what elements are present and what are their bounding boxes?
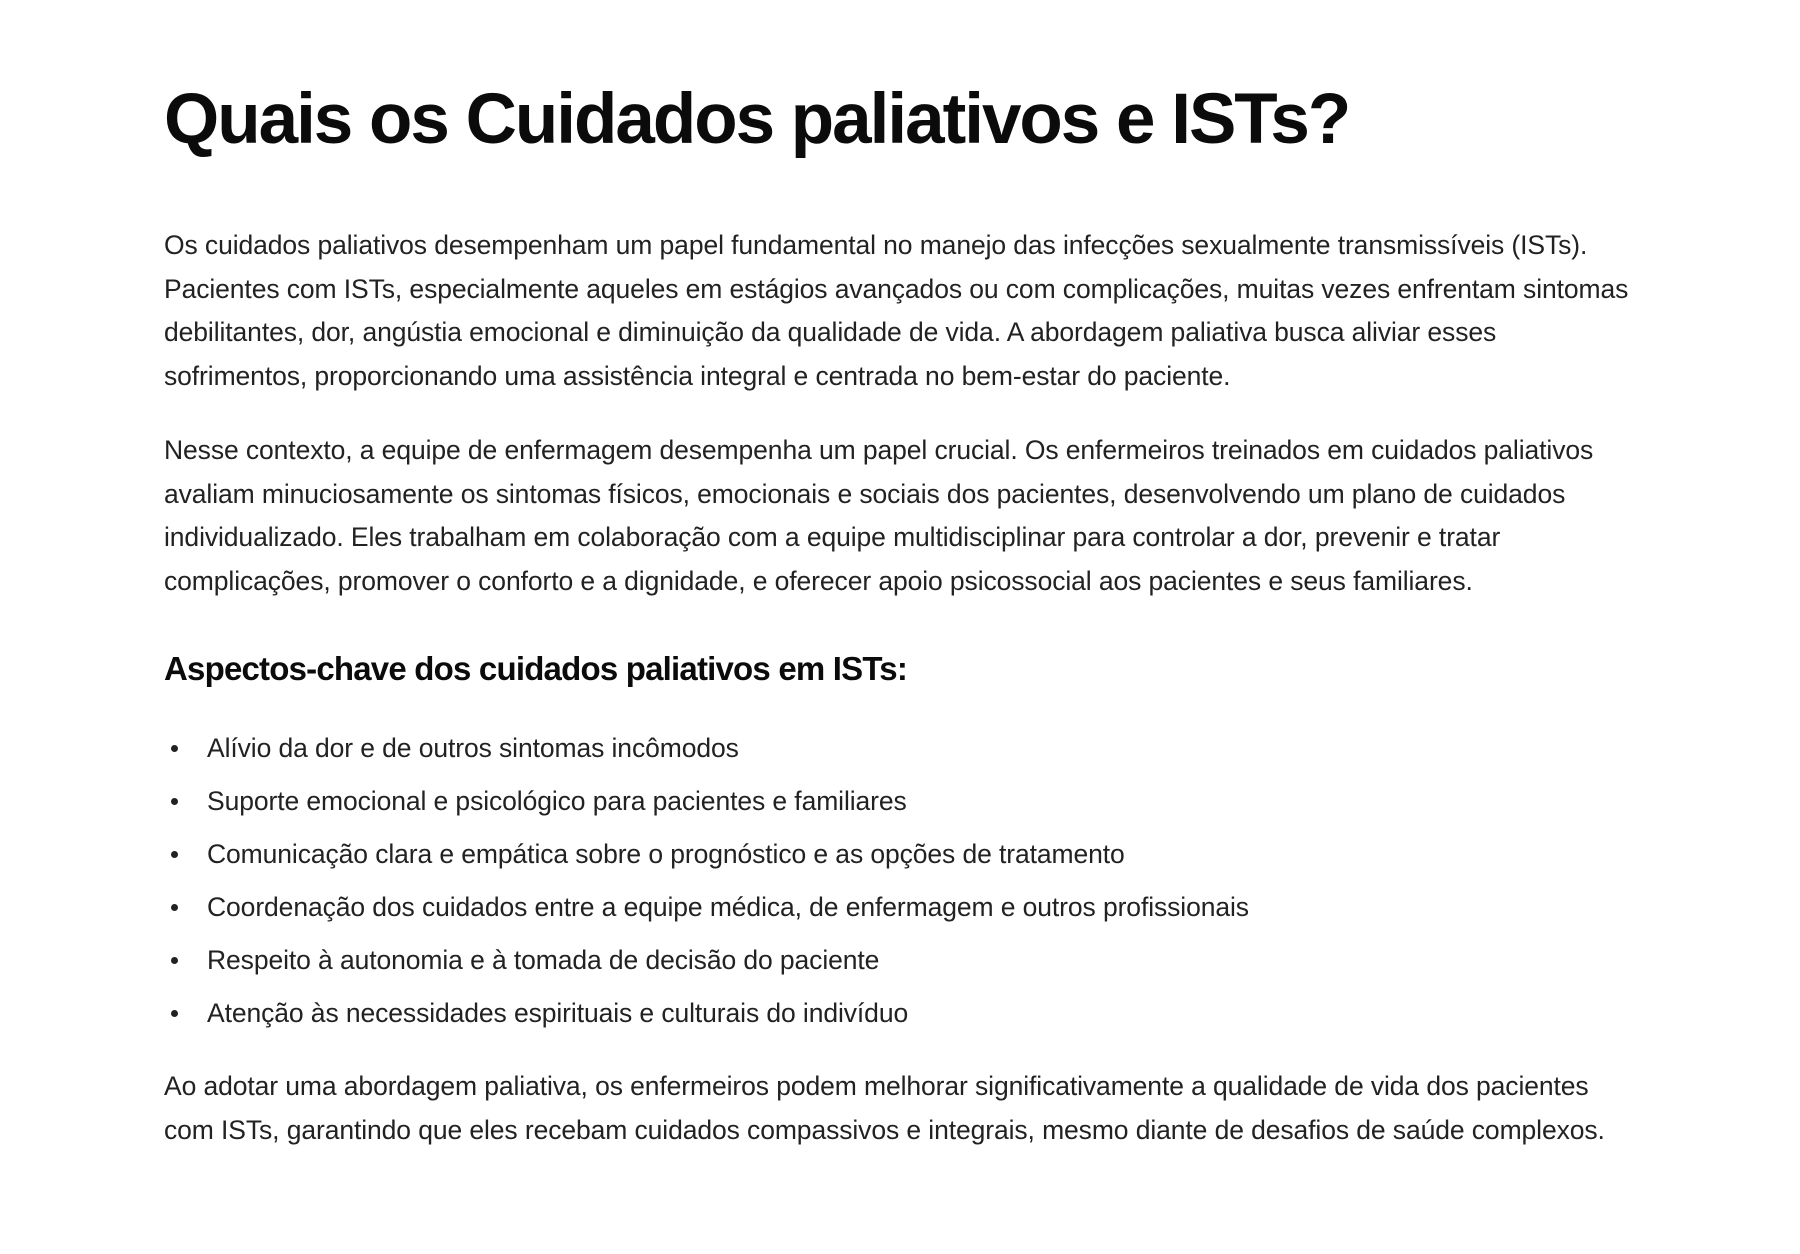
list-item-text: Atenção às necessidades espirituais e culturais do indivíduo [207,998,909,1028]
key-aspects-list [164,729,1640,1047]
conclusion-paragraph: Ao adotar uma abordagem paliativa, os enfermeiros podem melhorar significativamente a qualidade de vida dos pacientes com ISTs, garantindo que eles recebam cuidados compassivos e integrais, mesmo diante de desafios de saúde complexos. [164,1071,1605,1145]
list-item [164,782,1640,835]
list-item [164,835,1640,888]
list-item [164,941,1640,994]
list-item [164,729,1640,782]
list-item-text: Suporte emocional e psicológico para pacientes e familiares [207,786,907,816]
intro-paragraph: Os cuidados paliativos desempenham um papel fundamental no manejo das infecções sexualmente transmissíveis (ISTs). Pacientes com ISTs, especialmente aqueles em estágios avançados ou com complicações, muitas vezes enfrentam sintomas debilitantes, dor, angústia emocional e diminuição da qualidade de vida. A abordagem paliativa busca aliviar esses sofrimentos, proporcionando uma assistência integral e centrada no bem-estar do paciente. [164,230,1629,391]
bullet-icon [171,1010,178,1017]
list-item [164,888,1640,941]
list-item-text: Alívio da dor e de outros sintomas incômodos [207,733,739,763]
nursing-paragraph: Nesse contexto, a equipe de enfermagem desempenha um papel crucial. Os enfermeiros treinados em cuidados paliativos avaliam minuciosamente os sintomas físicos, emocionais e sociais dos pacientes, desenvolvendo um plano de cuidados individualizado. Eles trabalham em colaboração com a equipe multidisciplinar para controlar a dor, prevenir e tratar complicações, promover o conforto e a dignidade, e oferecer apoio psicossocial aos pacientes e seus familiares. [164,435,1594,596]
bullet-icon [171,851,178,858]
list-item-text: Comunicação clara e empática sobre o prognóstico e as opções de tratamento [207,839,1125,869]
bullet-icon [171,798,178,805]
bullet-icon [171,957,178,964]
bullet-icon [171,904,178,911]
bullet-icon [171,745,178,752]
list-item-text: Coordenação dos cuidados entre a equipe médica, de enfermagem e outros profissionais [207,892,1249,922]
list-item-text: Respeito à autonomia e à tomada de decisão do paciente [207,945,880,975]
list-item [164,994,1640,1047]
page-title: Quais os Cuidados paliativos e ISTs? [164,80,1350,159]
key-aspects-heading: Aspectos-chave dos cuidados paliativos em ISTs: [164,650,908,687]
